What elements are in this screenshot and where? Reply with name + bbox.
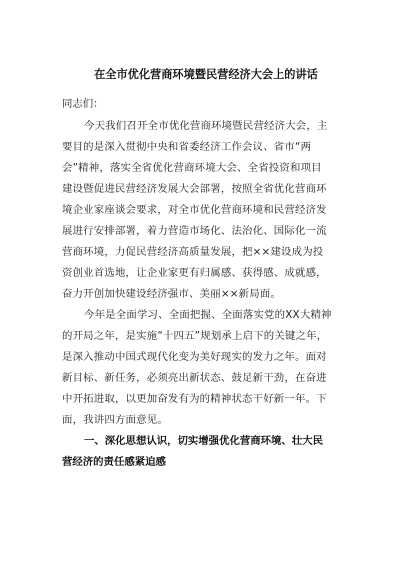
section-heading-1 xyxy=(62,431,350,473)
paragraph-1-line: 今天我们召开全市优化营商环境暨民营经济大会，主 xyxy=(84,120,328,132)
paragraph-1-line: 建设暨促进民营经济发展大会部署，按照全省优化营商环 xyxy=(62,183,327,195)
paragraph-1-line: 展进行安排部署，着力营造市场化、法治化、国际化一流 xyxy=(62,225,327,237)
paragraph-2-line: 今年是全面学习、全面把握、全面落实党的XX大精神 xyxy=(84,309,332,321)
paragraph-1 xyxy=(62,116,350,305)
salutation: 同志们： xyxy=(62,98,104,110)
paragraph-2-line: 面，我讲四方面意见。 xyxy=(62,414,168,426)
paragraph-2-line: 中开拓进取，以更加奋发有为的精神状态干好新一年。下 xyxy=(62,393,327,405)
section-heading-line: 一、深化思想认识，切实增强优化营商环境、壮大民 xyxy=(84,435,323,447)
section-heading-line: 营经济的责任感紧迫感 xyxy=(62,456,166,468)
paragraph-2-line: 的开局之年，是实施“十四五”规划承上启下的关键之年， xyxy=(62,330,328,342)
paragraph-1-line: 境企业家座谈会要求，对全市优化营商环境和民营经济发 xyxy=(62,204,327,216)
paragraph-1-line: 资创业首选地，让企业家更有归属感、获得感、成就感， xyxy=(62,267,327,279)
paragraph-1-line: 要目的是深入贯彻中央和省委经济工作会议、省市“两 xyxy=(62,141,312,153)
document-title: 在全市优化营商环境暨民营经济大会上的讲话 xyxy=(94,68,318,81)
paragraph-2-line: 是深入推动中国式现代化变为美好现实的发力之年。面对 xyxy=(62,351,327,363)
paragraph-1-line: 奋力开创加快建设经济强市、美丽××新局面。 xyxy=(62,288,282,300)
paragraph-2 xyxy=(62,305,350,431)
paragraph-1-line: 营商环境，力促民营经济高质量发展，把××建设成为投 xyxy=(62,246,324,258)
paragraph-2-line: 新目标、新任务，必须亮出新状态、鼓足新干劲，在奋进 xyxy=(62,372,327,384)
paragraph-1-line: 会”精神，落实全省优化营商环境大会、全省投资和项目 xyxy=(62,162,322,174)
speech-document xyxy=(62,68,350,473)
